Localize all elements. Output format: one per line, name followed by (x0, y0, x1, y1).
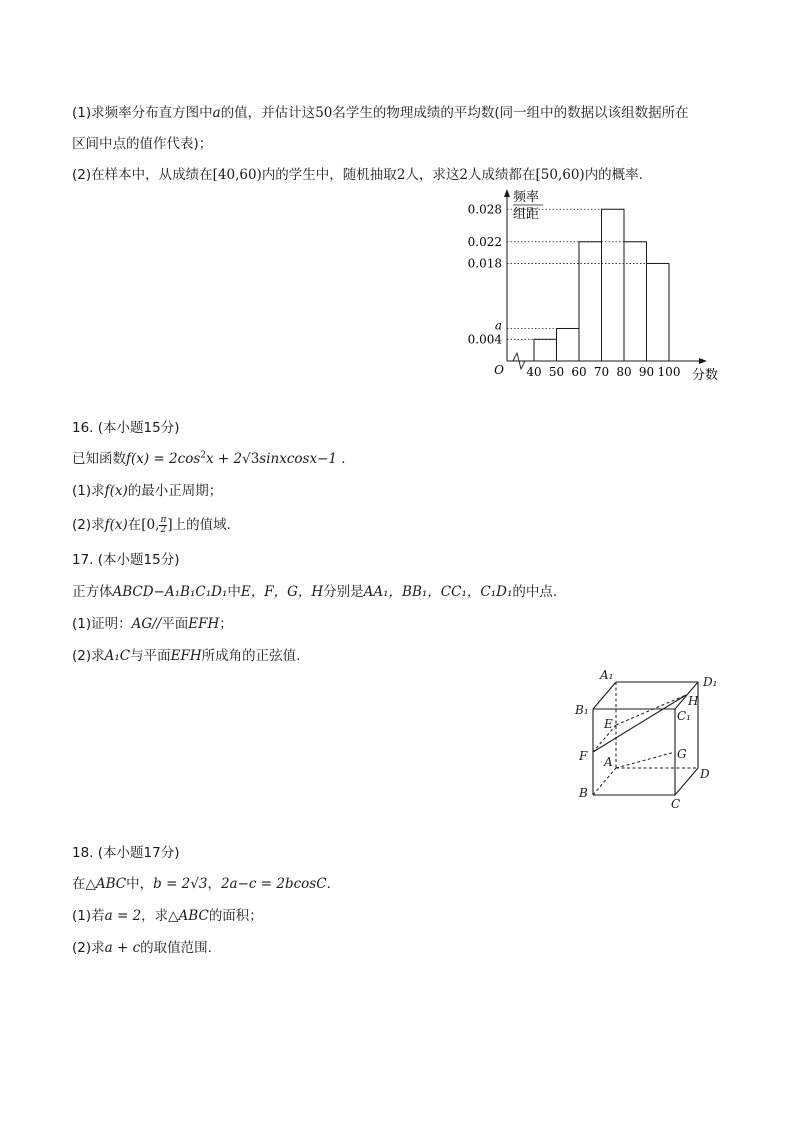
q16-statement: 已知函数$f(x) = 2\cos^2x$ + 2√3sinxcosx−1 . (72, 450, 346, 467)
label-a1: A₁ (600, 668, 614, 682)
y-tick-label: a (494, 318, 502, 333)
label-b: B (579, 786, 588, 800)
q17-part2: (2)求A₁C与平面EFH所成角的正弦值. (72, 648, 301, 664)
label-f: F (579, 749, 588, 763)
q18-header: 18. (本小题17分) (72, 845, 180, 861)
edge-b1-a1 (593, 682, 616, 709)
q15-part1-line1: (1)求频率分布直方图中a的值，并估计这50名学生的物理成绩的平均数(同一组中的数据以该组数据所在 (72, 105, 689, 121)
segment-a-g (616, 752, 675, 768)
q18-part1: (1)若a = 2，求△ABC的面积； (72, 908, 263, 924)
x-axis-label: 分数 (691, 368, 719, 383)
x-tick-label: 100 (657, 365, 681, 379)
y-tick-label: 0.022 (467, 234, 502, 249)
x-tick-label: 50 (548, 365, 565, 379)
frequency-histogram (455, 185, 735, 385)
label-d: D (700, 767, 710, 781)
q15-part2: (2)在样本中，从成绩在[40,60)内的学生中，随机抽取2人，求这2人成绩都在[50,60)内的概率. (72, 167, 643, 183)
y-axis-label-bottom: 组距 (513, 207, 540, 222)
x-axis-arrow (699, 358, 707, 364)
q18-part2: (2)求a + c的取值范围. (72, 940, 212, 956)
x-tick-label: 40 (526, 365, 542, 379)
y-tick-label: 0.018 (467, 256, 502, 271)
cube-diagram (570, 665, 730, 815)
histogram-bar (647, 263, 670, 361)
origin-label: O (494, 363, 504, 377)
histogram-bar (534, 339, 557, 361)
histogram-bar (602, 209, 625, 361)
q16-header: 16. (本小题15分) (72, 420, 180, 436)
q18-statement: 在△ABC中，b = 2√3，2a−c = 2bcosC. (72, 876, 331, 892)
label-b1: B₁ (575, 703, 589, 717)
x-tick-label: 80 (616, 365, 632, 379)
y-tick-label: 0.004 (467, 332, 502, 347)
histogram-bar (557, 328, 580, 361)
label-c1: C₁ (677, 709, 691, 723)
label-a: A (604, 755, 613, 769)
q15-part1-line2: 区间中点的值作代表)； (72, 136, 213, 152)
histogram-bar (624, 242, 647, 361)
q17-part1: (1)证明：AG//平面EFH； (72, 616, 233, 632)
edge-b-a-hidden (593, 768, 616, 795)
label-e: E (604, 717, 613, 731)
q16-part2: (2)求f(x)在[0, $\frac{\pi}{2}$ ]上的值域. (72, 514, 231, 535)
x-tick-label: 60 (571, 365, 587, 379)
y-tick-label: 0.028 (467, 202, 502, 217)
label-g: G (677, 747, 687, 761)
histogram-bar (579, 242, 602, 361)
y-axis-label-top: 频率 (513, 190, 540, 205)
x-tick-label: 90 (638, 365, 655, 379)
y-axis-arrow (504, 189, 510, 197)
q17-header: 17. (本小题15分) (72, 552, 180, 568)
label-c: C (671, 797, 681, 811)
q16-part1: (1)求f(x)的最小正周期； (72, 483, 223, 499)
x-tick-label: 70 (593, 365, 610, 379)
pi-over-2-fraction: $\frac{\pi}{2}$ (160, 514, 167, 535)
edge-c-d (675, 768, 698, 795)
label-d1: D₁ (703, 675, 718, 689)
q17-statement: 正方体ABCD−A₁B₁C₁D₁中E，F，G，H分别是AA₁，BB₁，CC₁，C₁D₁的中点. (72, 584, 558, 600)
label-h: H (688, 694, 699, 708)
